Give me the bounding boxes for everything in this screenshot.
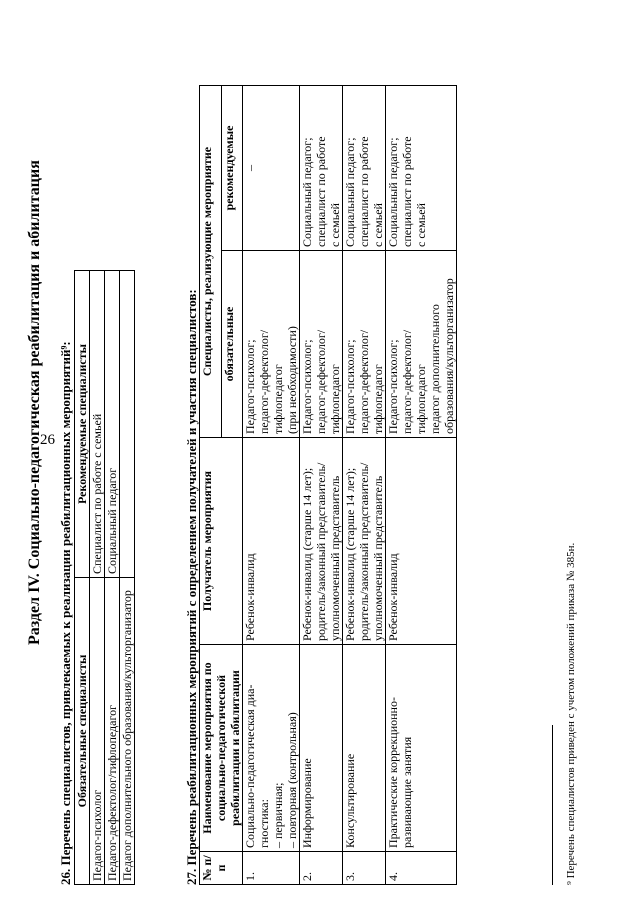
- recommended-cell: [120, 271, 135, 578]
- mandatory-header: обязательные: [221, 251, 243, 438]
- required-cell: Педагог-психолог: [90, 578, 105, 885]
- recommended-cell-line: –: [243, 165, 257, 171]
- recommended-cell: Социальный педагог: [105, 271, 120, 578]
- name-cell-line: развивающие занятия: [400, 736, 414, 848]
- recipient-cell-line: Ребенок-инвалид (старше 14 лет);: [300, 467, 314, 641]
- table-row: [120, 271, 135, 885]
- recipient-cell: [386, 438, 457, 645]
- recipient-cell-line: уполномоченный представитель: [328, 475, 342, 641]
- rotated-page-content: [12, 15, 608, 895]
- name-cell-line: – первичная;: [271, 782, 285, 848]
- specialists-table: [74, 270, 135, 885]
- recommended-cell-line: специалист по работе: [357, 136, 371, 247]
- specialists-header: Специалисты, реализующие мероприятие: [200, 86, 222, 438]
- recommended-cell-line: с семьей: [328, 203, 342, 247]
- mandatory-cell-line: Педагог-психолог;: [343, 339, 357, 434]
- item-26-heading: 26. Перечень специалистов, привлекаемых к реализации реабилитационных мероприятий⁹:: [58, 341, 73, 885]
- measures-table: [199, 85, 457, 885]
- recommended-cell-line: с семьей: [414, 203, 428, 247]
- table-row: [243, 86, 300, 885]
- recipient-cell-line: Ребенок-инвалид: [386, 553, 400, 641]
- name-cell-line: Практические коррекционно-: [386, 697, 400, 848]
- mandatory-cell: [243, 251, 300, 438]
- recipient-header: Получатель мероприятия: [200, 438, 243, 645]
- mandatory-cell-line: тифлопедагог: [414, 364, 428, 434]
- mandatory-cell-line: Педагог-психолог;: [243, 339, 257, 434]
- mandatory-cell: [343, 251, 386, 438]
- name-cell: [386, 645, 457, 852]
- recommended-cell: [243, 86, 300, 251]
- mandatory-cell-line: (при необходимости): [285, 326, 299, 434]
- name-cell-line: Социально-педагогическая диа-: [243, 684, 257, 848]
- required-cell: Педагог дополнительного образования/культорганизатор: [120, 578, 135, 885]
- recipient-cell: [343, 438, 386, 645]
- recommended-cell-line: специалист по работе: [314, 136, 328, 247]
- mandatory-cell: [386, 251, 457, 438]
- mandatory-cell-line: педагог дополнительного: [428, 304, 442, 434]
- name-cell: [243, 645, 300, 852]
- mandatory-cell-line: тифлопедагог: [271, 364, 285, 434]
- table-row: [105, 271, 120, 885]
- recommended-cell-line: Социальный педагог;: [300, 137, 314, 247]
- recipient-cell-line: родитель/законный представитель/: [357, 462, 371, 641]
- mandatory-cell-line: тифлопедагог: [371, 364, 385, 434]
- footnote-rule: [552, 725, 553, 885]
- name-cell: [300, 645, 343, 852]
- recommended-header: рекомендуемые: [221, 86, 243, 251]
- name-cell-line: – повторная (контрольная): [285, 712, 299, 848]
- required-cell: Педагог-дефектолог/тифлопедагог: [105, 578, 120, 885]
- mandatory-cell: [300, 251, 343, 438]
- recipient-cell: [243, 438, 300, 645]
- num-cell: 2.: [300, 852, 343, 885]
- section-title: Раздел IV. Социально-педагогическая реабилитация и абилитация: [26, 160, 43, 645]
- num-cell: 3.: [343, 852, 386, 885]
- name-header: Наименование мероприятия по социально-педагогической реабилитации и абилитации: [200, 645, 243, 852]
- mandatory-cell-line: тифлопедагог: [328, 364, 342, 434]
- item-27-heading: 27. Перечень реабилитационных мероприятий с определением получателей и участия специалистов:: [184, 289, 199, 885]
- recommended-cell-line: Социальный педагог;: [386, 137, 400, 247]
- num-cell: 1.: [243, 852, 300, 885]
- recommended-cell: Специалист по работе с семьей: [90, 271, 105, 578]
- name-cell-line: гностика:: [257, 799, 271, 848]
- name-cell-line: Информирование: [300, 758, 314, 848]
- recommended-cell-line: специалист по работе: [400, 136, 414, 247]
- recipient-cell: [300, 438, 343, 645]
- mandatory-cell-line: педагог-дефектолог/: [357, 329, 371, 434]
- recommended-cell-line: с семьей: [371, 203, 385, 247]
- recipient-cell-line: Ребенок-инвалид (старше 14 лет);: [343, 467, 357, 641]
- recipient-cell-line: родитель/законный представитель/: [314, 462, 328, 641]
- recipient-cell-line: Ребенок-инвалид: [243, 553, 257, 641]
- mandatory-cell-line: педагог-дефектолог/: [257, 329, 271, 434]
- mandatory-cell-line: педагог-дефектолог/: [400, 329, 414, 434]
- required-header: Обязательные специалисты: [75, 578, 90, 885]
- mandatory-cell-line: образования/культорганизатор: [442, 278, 456, 434]
- table-row: [300, 86, 343, 885]
- num-cell: 4.: [386, 852, 457, 885]
- recommended-cell-line: Социальный педагог;: [343, 137, 357, 247]
- page-number: 26: [40, 432, 55, 448]
- name-cell-line: Консультирование: [343, 753, 357, 848]
- mandatory-cell-line: педагог-дефектолог/: [314, 329, 328, 434]
- recipient-cell-line: уполномоченный представитель: [371, 475, 385, 641]
- recommended-cell: [386, 86, 457, 251]
- table-row: [343, 86, 386, 885]
- table-row: [90, 271, 105, 885]
- table-row: [386, 86, 457, 885]
- mandatory-cell-line: Педагог-психолог;: [386, 339, 400, 434]
- recommended-cell: [343, 86, 386, 251]
- num-header: № п/п: [200, 852, 243, 885]
- recommended-cell: [300, 86, 343, 251]
- mandatory-cell-line: Педагог-психолог;: [300, 339, 314, 434]
- recommended-header: Рекомендуемые специалисты: [75, 271, 90, 578]
- name-cell: [343, 645, 386, 852]
- footnote: ⁹ Перечень специалистов приведен с учетом положений приказа № 385н.: [565, 542, 577, 885]
